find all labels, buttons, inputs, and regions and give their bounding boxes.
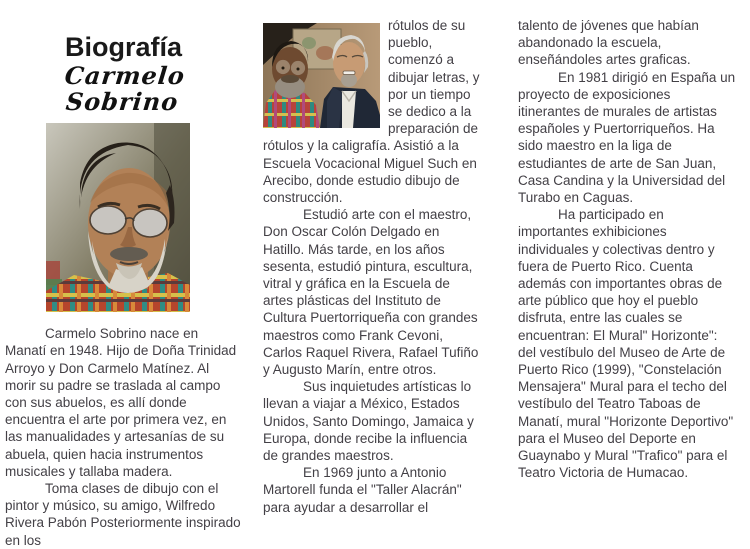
middle-column	[263, 17, 482, 516]
duo-photo-graphic	[263, 23, 380, 128]
right-column	[518, 17, 736, 481]
bio-paragraph: En 1969 junto a Antonio Martorell funda el "Taller Alacrán" para ayudar a desarrollar el	[263, 465, 462, 515]
bio-paragraph: Estudió arte con el maestro, Don Oscar Colón Delgado en Hatillo. Más tarde, en los años sesenta, estudió pintura, escultura, vitral y gráfica en la Escuela de artes plásticas del Instituto de Cultura Puertorriqueña con grandes maestros como Frank Cevoni, Carlos Raquel Rivera, Rafael Tufiño y Augusto Marín, entre otros.	[263, 207, 479, 378]
subject-script-name: Carmelo Sobrino	[63, 61, 187, 117]
duo-photo	[263, 23, 380, 128]
bio-paragraph: Ha participado en importantes exhibiciones individuales y colectivas dentro y fuera de Puerto Rico. Cuenta además con importantes obras de arte público que hoy el pueblo disfruta, entre las cuales se encuentran: El Mural" Horizonte": del vestíbulo del Museo de Arte de Puerto Rico (1999), "Constelación Mensajera" Mural para el techo del vestíbulo del Teatro Taboas de Manatí, mural "Horizonte Deportivo" para el Museo del Deporte en Guaynabo y Mural "Trafico" para el Teatro Victoria de Humacao.	[518, 207, 734, 481]
bio-paragraph: rótulos de su pueblo, comenzó a dibujar letras, y por un tiempo se dedico a la preparación de rótulos y la caligrafía. Asistió a la Escuela Vocacional Miguel Such en Arecibo, donde estudio dibujo de construcción.	[263, 18, 480, 206]
bio-paragraph: En 1981 dirigió en España un proyecto de exposiciones itinerantes de murales de artistas españoles y Puertorriqueños. Ha sido maestro en la liga de estudiantes de arte de San Juan, Casa Candina y la Universidad del Turabo en Caguas.	[518, 69, 736, 206]
portrait-photo-graphic	[46, 123, 190, 312]
left-column	[5, 0, 242, 549]
portrait-photo	[46, 123, 190, 312]
bio-paragraph: Carmelo Sobrino nace en Manatí en 1948. Hijo de Doña Trinidad Arroyo y Don Carmelo Matínez. Al morir su padre se traslada al campo con sus abuelos, es allí donde encuentra el arte por primera vez, en las manualidades y artesanías de su abuela, quien hacia instrumentos musicales y tallaba madera.	[5, 326, 237, 479]
bio-paragraph: Toma clases de dibujo con el pintor y músico, su amigo, Wilfredo Rivera Pabón Posteriormente inspirado en los	[5, 480, 241, 548]
page-title: Biografía	[64, 32, 183, 62]
bio-paragraph: talento de jóvenes que habían abandonado la escuela, enseñándoles artes graficas.	[518, 18, 699, 68]
bio-paragraph: Sus inquietudes artísticas lo llevan a viajar a México, Estados Unidos, Santo Domingo, Jamaica y Europa, donde recibe la influencia de grandes maestros.	[263, 379, 474, 464]
